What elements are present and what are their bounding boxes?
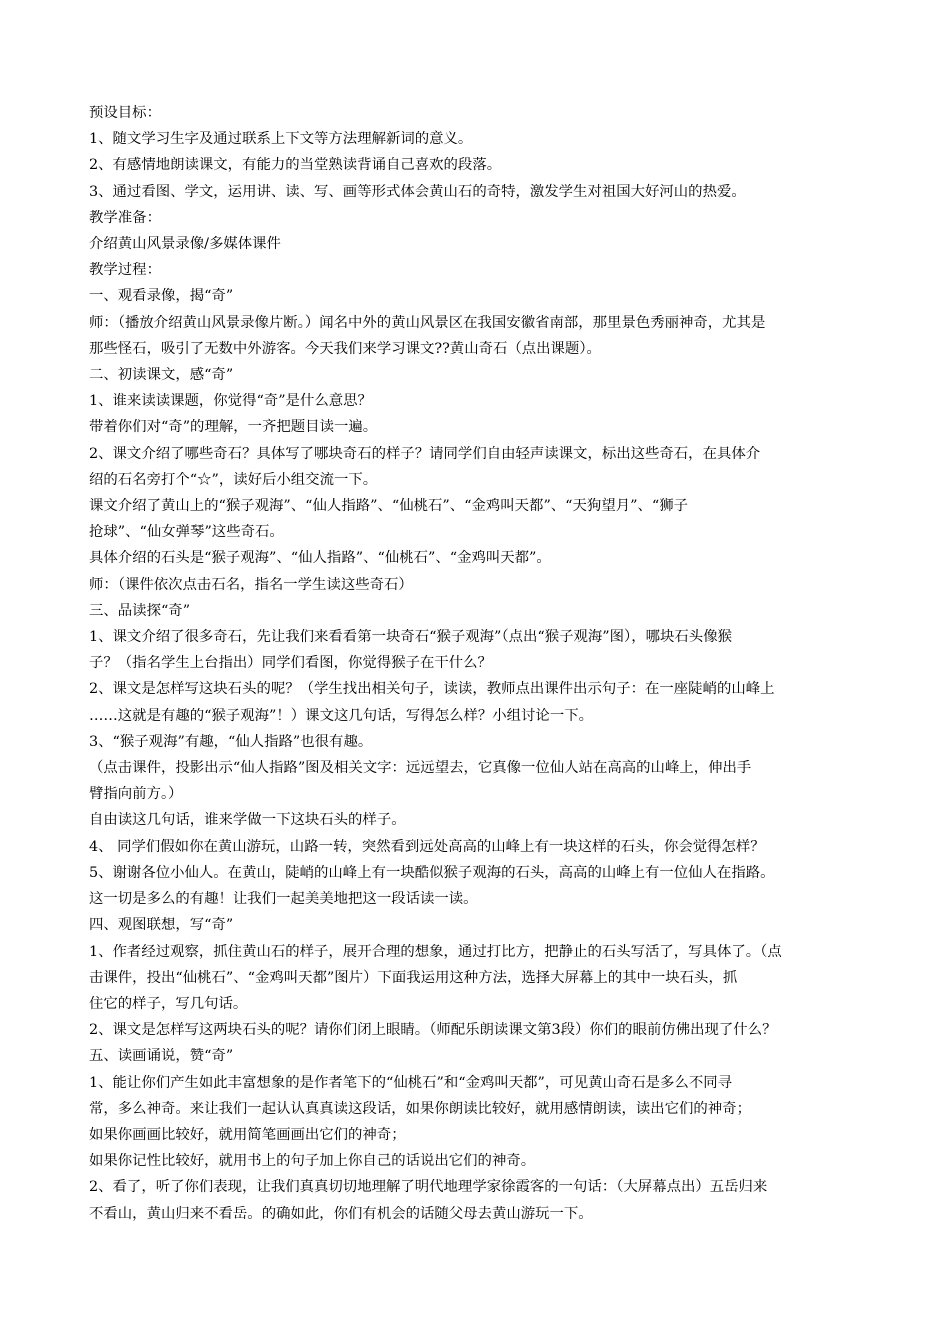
step-heading-3: 三、品读探“奇” [89,602,191,619]
body-line: ……这就是有趣的“猴子观海”！）课文这几句话，写得怎么样？小组讨论一下。 [89,707,593,724]
body-line: 自由读这几句话，谁来学做一下这块石头的样子。 [89,812,406,829]
body-line: 师：（播放介绍黄山风景录像片断。）闻名中外的黄山风景区在我国安徽省南部，那里景色秀丽神奇，尤其是 [89,314,766,331]
body-line: 臂指向前方。） [89,786,183,803]
body-line: 带着你们对“奇”的理解，一齐把题目读一遍。 [89,419,378,436]
step-heading-4: 四、观图联想，写“奇” [89,917,234,934]
body-line: 2、课文是怎样写这两块石头的呢？请你们闭上眼睛。（师配乐朗读课文第3段）你们的眼前仿佛出现了什么？ [89,1022,777,1039]
step-heading-1: 一、观看录像，揭“奇” [89,288,234,305]
preparation-text: 介绍黄山风景录像/多媒体课件 [89,236,281,253]
section-heading-preparation: 教学准备： [89,209,161,226]
body-line: 1、课文介绍了很多奇石，先让我们来看看第一块奇石“猴子观海”（点出“猴子观海”图），哪块石头像猴 [89,629,732,646]
document-page [89,100,871,1227]
goal-item-3: 3、通过看图、学文，运用讲、读、写、画等形式体会黄山石的奇特，激发学生对祖国大好河山的热爱。 [89,183,746,200]
body-line: 2、课文介绍了哪些奇石？具体写了哪块奇石的样子？请同学们自由轻声读课文，标出这些奇石，在具体介 [89,445,761,462]
body-line: 抢球”、“仙女弹琴”这些奇石。 [89,524,284,541]
body-line: 1、谁来读读课题，你觉得“奇”是什么意思？ [89,393,372,410]
body-line: 3、“猴子观海”有趣，“仙人指路”也很有趣。 [89,733,373,750]
body-line: 不看山，黄山归来不看岳。的确如此，你们有机会的话随父母去黄山游玩一下。 [89,1205,593,1222]
body-line: 这一切是多么的有趣！让我们一起美美地把这一段话读一读。 [89,891,478,908]
step-heading-2: 二、初读课文，感“奇” [89,367,234,384]
body-line: 常，多么神奇。来让我们一起认认真真读这段话，如果你朗读比较好，就用感情朗读，读出它们的神奇； [89,1100,751,1117]
goal-item-2: 2、有感情地朗读课文，有能力的当堂熟读背诵自己喜欢的段落。 [89,157,502,174]
goal-item-1: 1、随文学习生字及通过联系上下文等方法理解新词的意义。 [89,131,473,148]
body-line: 5、谢谢各位小仙人。在黄山，陡峭的山峰上有一块酷似猴子观海的石头，高高的山峰上有一位仙人在指路。 [89,864,775,881]
body-line: 4、 同学们假如你在黄山游玩，山路一转，突然看到远处高高的山峰上有一块这样的石头，你会觉得怎样？ [89,838,765,855]
body-line: 绍的石名旁打个“☆”，读好后小组交流一下。 [89,471,378,488]
body-line: 那些怪石，吸引了无数中外游客。今天我们来学习课文??黄山奇石（点出课题）。 [89,340,601,357]
body-line: 课文介绍了黄山上的“猴子观海”、“仙人指路”、“仙桃石”、“金鸡叫天都”、“天狗望月”、“狮子 [89,498,688,515]
step-heading-5: 五、读画诵说，赞“奇” [89,1048,234,1065]
body-line: 师：（课件依次点击石名，指名一学生读这些奇石） [89,576,413,593]
body-line: 如果你记性比较好，就用书上的句子加上你自己的话说出它们的神奇。 [89,1153,536,1170]
body-line: 具体介绍的石头是“猴子观海”、“仙人指路”、“仙桃石”、“金鸡叫天都”。 [89,550,551,567]
body-line: 如果你画画比较好，就用简笔画画出它们的神奇； [89,1126,406,1143]
body-line: 1、能让你们产生如此丰富想象的是作者笔下的“仙桃石”和“金鸡叫天都”，可见黄山奇石是多么不同寻 [89,1074,732,1091]
body-line: 1、作者经过观察，抓住黄山石的样子，展开合理的想象，通过打比方，把静止的石头写活了，写具体了。（点 [89,943,782,960]
body-line: 子？（指名学生上台指出）同学们看图，你觉得猴子在干什么？ [89,655,492,672]
body-line: 击课件，投出“仙桃石”、“金鸡叫天都”图片）下面我运用这种方法，选择大屏幕上的其中一块石头，抓 [89,969,738,986]
body-line: 2、课文是怎样写这块石头的呢？（学生找出相关句子，读读，教师点出课件出示句子：在一座陡峭的山峰上 [89,681,775,698]
section-heading-process: 教学过程： [89,262,161,279]
body-line: 住它的样子，写几句话。 [89,995,248,1012]
body-line: （点击课件，投影出示“仙人指路”图及相关文字：远远望去，它真像一位仙人站在高高的山峰上，伸出手 [89,760,752,777]
section-heading-goals: 预设目标： [89,105,161,121]
body-line: 2、看了，听了你们表现，让我们真真切切地理解了明代地理学家徐霞客的一句话：（大屏幕点出）五岳归来 [89,1179,768,1196]
